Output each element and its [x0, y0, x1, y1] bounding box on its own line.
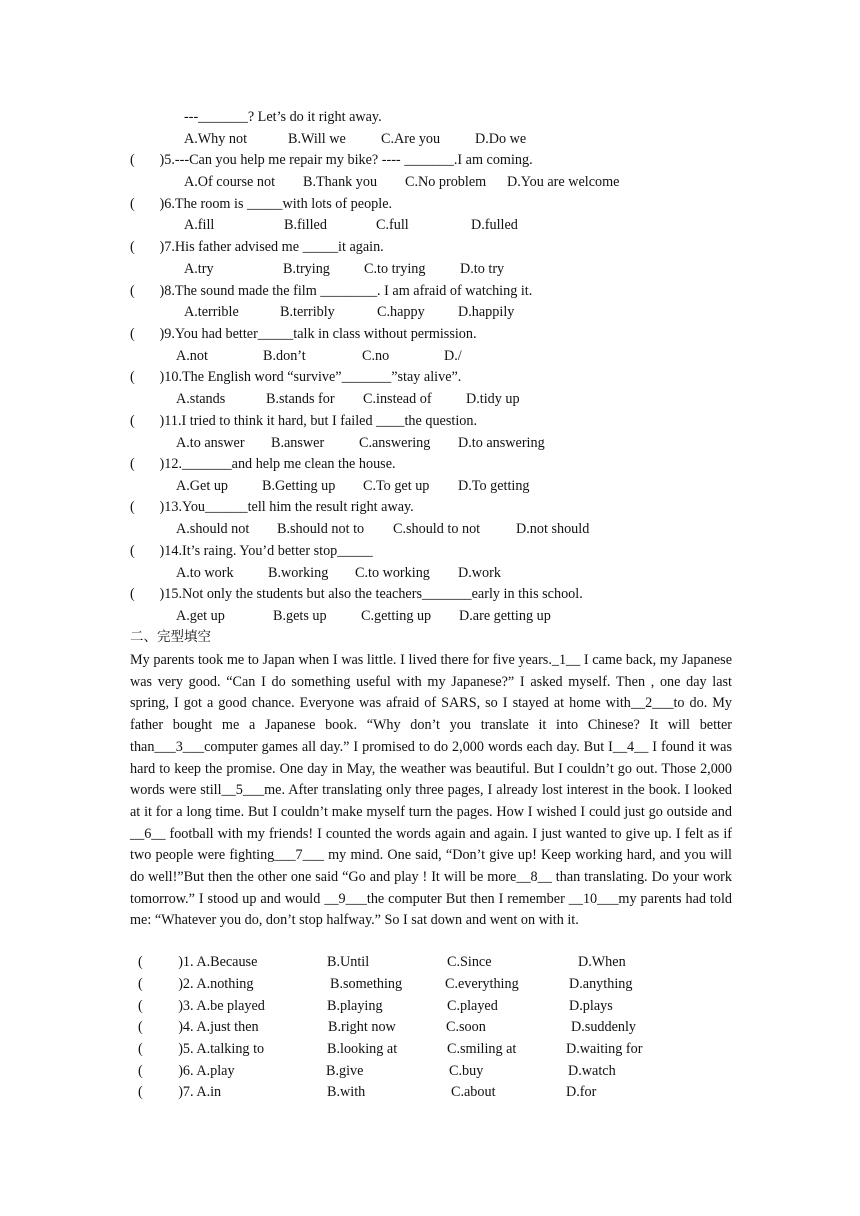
- option-b: B.working: [268, 565, 329, 581]
- option-b: B.Getting up: [262, 478, 336, 494]
- option-d: D.anything: [569, 976, 633, 992]
- option-b: B.Thank you: [303, 174, 378, 190]
- option-b: B.give: [326, 1063, 364, 1079]
- option-b: B.trying: [283, 261, 330, 277]
- option-c: C.played: [447, 998, 498, 1014]
- option-d: D.You are welcome: [507, 174, 620, 190]
- option-b: B.filled: [284, 217, 327, 233]
- section-heading: 二、完型填空: [130, 629, 211, 645]
- option-d: D.suddenly: [571, 1019, 637, 1035]
- question-text: ( )15.Not only the students but also the teachers_______early in this school.: [130, 586, 583, 602]
- question-text: ( )9.You had better_____talk in class without permission.: [130, 326, 477, 342]
- option-c: C.full: [376, 217, 409, 233]
- cloze-question: ( )6. A.play: [138, 1063, 235, 1079]
- option-d: D.plays: [569, 998, 613, 1014]
- option-a: A.get up: [176, 608, 225, 624]
- option-c: C.should to not: [393, 521, 481, 537]
- option-c: C.happy: [377, 304, 425, 320]
- option-a: A.try: [184, 261, 214, 277]
- option-a: A.Get up: [176, 478, 229, 494]
- cloze-question: ( )3. A.be played: [138, 998, 265, 1014]
- option-d: D.waiting for: [566, 1041, 643, 1057]
- option-a: A.to answer: [176, 435, 245, 451]
- option-b: B.with: [327, 1084, 366, 1100]
- option-c: C.answering: [359, 435, 431, 451]
- option-a: A.fill: [184, 217, 215, 233]
- option-b: B.playing: [327, 998, 383, 1014]
- option-d: D.are getting up: [459, 608, 551, 624]
- question-text: ( )10.The English word “survive”_______”stay alive”.: [130, 369, 462, 385]
- option-a: A.to work: [176, 565, 234, 581]
- option-c: C.instead of: [363, 391, 432, 407]
- option-c: C.smiling at: [447, 1041, 517, 1057]
- question-text: ( )13.You______tell him the result right away.: [130, 499, 414, 515]
- option-c: C.Since: [447, 954, 492, 970]
- option-b: B.don’t: [263, 348, 306, 364]
- option-b: B.should not to: [277, 521, 365, 537]
- cloze-passage: My parents took me to Japan when I was little. I lived there for five years._1__ I came back, my Japanese was very good. “Can I do something useful with my Japanese?” I asked myself. Then , one day last spring, I got a good chance. Everyone was afraid of SARS, so I stayed at home with__2___to do. My father bought me a Japanese book. “Why don’t you translate it into Chinese? It will better than___3___computer games all day.” I promised to do 2,000 words each day. But I__4__ I found it was hard to keep the promise. One day in May, the weather was beautiful. But I couldn’t go out. Those 2,000 words were still__5___me. After translating only three pages, I already lost interest in the book. I looked at it for a long time. But I couldn’t make myself turn the pages. How I wished I could just go outside and __6__ football with my friends! I counted the words again and again. I just wanted to give up. I felt as if two people were fighting___7___ my mind. One said, “Don’t give up! Keep working hard, and you will do well!”But then the other one said “Go and play ! It will be more__8__ than translating. Do your work tomorrow.” I stood up and would __9___the computer But then I remember __10___my parents had told me: “Whatever you do, don’t stop halfway.” So I sat down and went on with it.: [130, 652, 732, 929]
- option-c: C.to working: [355, 565, 430, 581]
- cloze-question: ( )4. A.just then: [138, 1019, 259, 1035]
- option-d: D.Do we: [475, 131, 527, 147]
- option-a: A.terrible: [184, 304, 239, 320]
- question-text: ---_______? Let’s do it right away.: [184, 109, 382, 125]
- option-c: C.soon: [446, 1019, 486, 1035]
- option-b: B.right now: [328, 1019, 396, 1035]
- option-b: B.stands for: [266, 391, 335, 407]
- option-c: C.about: [451, 1084, 496, 1100]
- option-b: B.Until: [327, 954, 370, 970]
- option-c: C.Are you: [381, 131, 441, 147]
- cloze-question: ( )7. A.in: [138, 1084, 222, 1100]
- option-d: D.tidy up: [466, 391, 520, 407]
- option-c: C.buy: [449, 1063, 484, 1079]
- option-d: D.to try: [460, 261, 505, 277]
- option-d: D.to answering: [458, 435, 545, 451]
- option-b: B.Will we: [288, 131, 346, 147]
- option-b: B.looking at: [327, 1041, 398, 1057]
- question-text: ( )11.I tried to think it hard, but I failed ____the question.: [130, 413, 477, 429]
- option-d: D.not should: [516, 521, 590, 537]
- option-b: B.terribly: [280, 304, 335, 320]
- cloze-question: ( )1. A.Because: [138, 954, 258, 970]
- question-text: ( )12._______and help me clean the house.: [130, 456, 396, 472]
- option-c: C.no: [362, 348, 390, 364]
- option-d: D.happily: [458, 304, 515, 320]
- option-a: A.should not: [176, 521, 250, 537]
- question-text: ( )8.The sound made the film ________. I am afraid of watching it.: [130, 283, 533, 299]
- question-text: ( )5.---Can you help me repair my bike? ---- _______.I am coming.: [130, 152, 533, 168]
- option-c: C.No problem: [405, 174, 487, 190]
- option-b: B.gets up: [273, 608, 327, 624]
- option-a: A.Why not: [184, 131, 248, 147]
- option-c: C.to trying: [364, 261, 426, 277]
- option-d: D.When: [578, 954, 626, 970]
- cloze-question: ( )2. A.nothing: [138, 976, 254, 992]
- option-b: B.something: [330, 976, 403, 992]
- option-a: A.Of course not: [184, 174, 276, 190]
- option-a: A.not: [176, 348, 208, 364]
- option-d: D.work: [458, 565, 501, 581]
- option-a: A.stands: [176, 391, 226, 407]
- option-c: C.everything: [445, 976, 519, 992]
- cloze-question: ( )5. A.talking to: [138, 1041, 265, 1057]
- option-d: D.To getting: [458, 478, 530, 494]
- option-c: C.getting up: [361, 608, 432, 624]
- option-d: D.for: [566, 1084, 597, 1100]
- option-d: D.fulled: [471, 217, 518, 233]
- question-text: ( )6.The room is _____with lots of people.: [130, 196, 393, 212]
- question-text: ( )14.It’s raing. You’d better stop_____: [130, 543, 373, 559]
- option-c: C.To get up: [363, 478, 430, 494]
- option-b: B.answer: [271, 435, 325, 451]
- option-d: D.watch: [568, 1063, 616, 1079]
- option-d: D./: [444, 348, 462, 364]
- question-text: ( )7.His father advised me _____it again.: [130, 239, 384, 255]
